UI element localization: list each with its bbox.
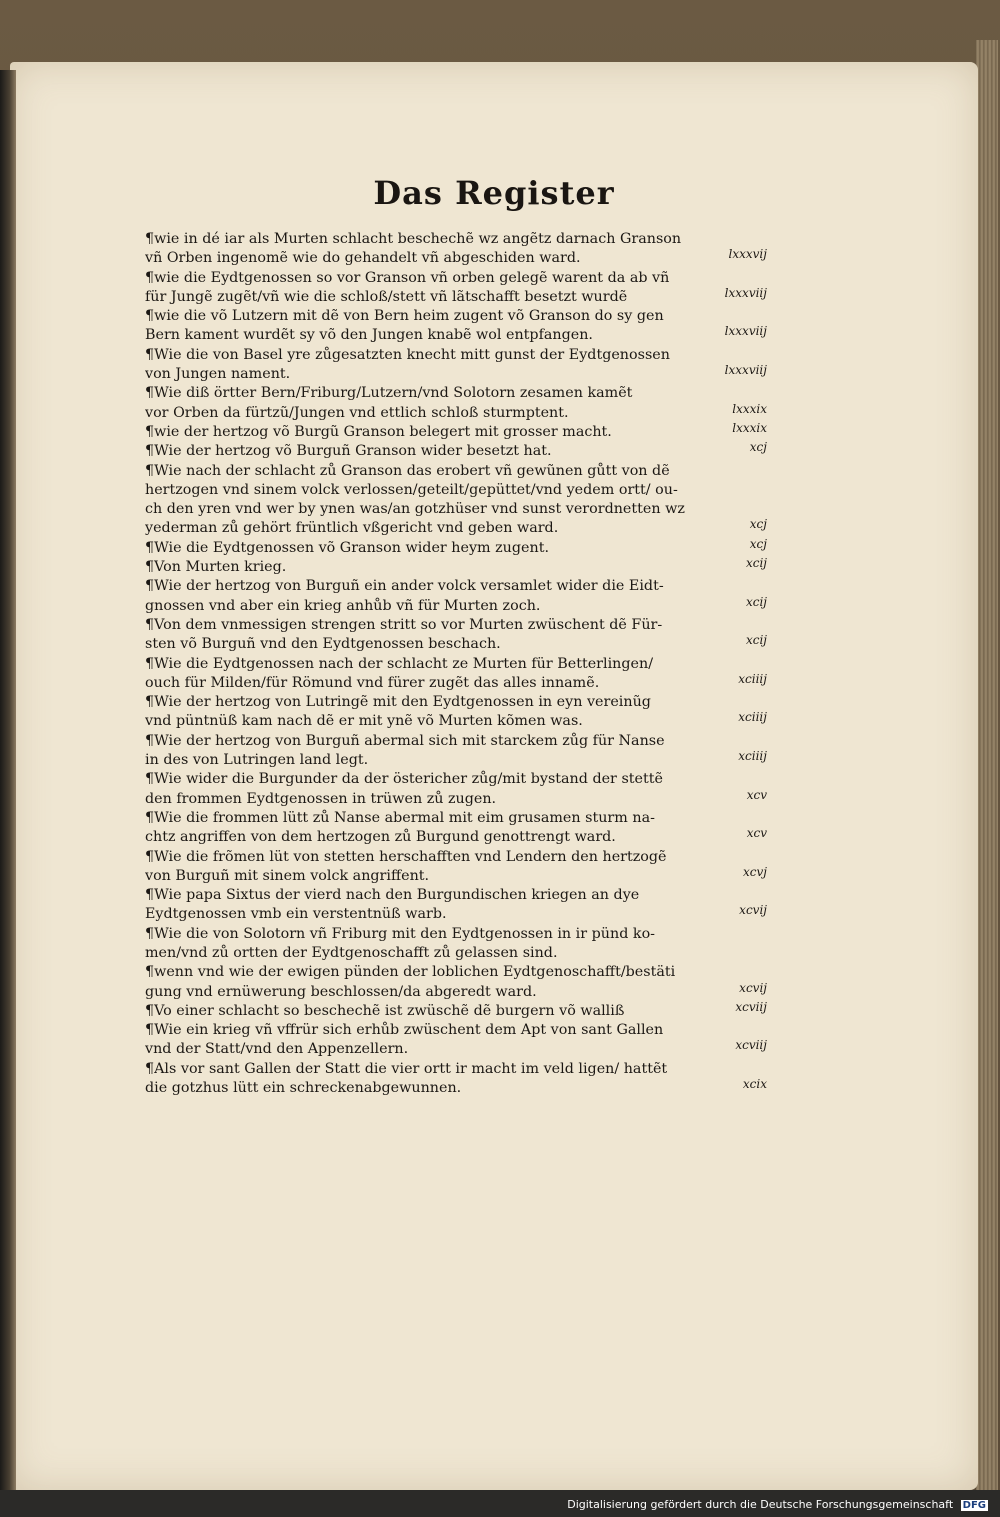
- register-entries: [145, 230, 775, 1098]
- register-entry-line: [145, 423, 775, 442]
- entry-text: chtz angriffen von dem hertzogen zů Burgund genottrengt ward.: [145, 829, 616, 846]
- register-entry-line: [145, 848, 775, 867]
- register-entry-line: [145, 269, 775, 288]
- digitization-credit: [567, 1498, 988, 1511]
- register-entry-line: [145, 1040, 775, 1059]
- entry-text: ¶wie der hertzog võ Burgũ Granson belegert mit grosser macht.: [145, 423, 612, 440]
- entry-folio-number: xcvij: [739, 905, 767, 918]
- entry-folio-number: lxxxviij: [724, 326, 767, 339]
- entry-folio-number: xciiij: [738, 673, 767, 686]
- register-entry-line: [145, 500, 775, 519]
- register-entry-line: [145, 674, 775, 693]
- register-entry-line: [145, 1021, 775, 1040]
- entry-text: ¶wie die Eydtgenossen so vor Granson vñ orben gelegẽ warent da ab vñ: [145, 269, 670, 286]
- entry-folio-number: xcj: [749, 538, 767, 551]
- entry-text: ¶Wie nach der schlacht zů Granson das erobert vñ gewũnen gůtt von dẽ: [145, 462, 670, 479]
- register-entry-line: [145, 442, 775, 461]
- entry-text: hertzogen vnd sinem volck verlossen/geteilt/gepüttet/vnd yedem ortt/ ou-: [145, 481, 678, 498]
- register-entry-line: [145, 539, 775, 558]
- register-entry-line: [145, 307, 775, 326]
- entry-text: ¶Von Murten krieg.: [145, 559, 287, 576]
- entry-folio-number: xcix: [742, 1079, 767, 1092]
- register-entry-line: [145, 326, 775, 345]
- entry-text: ¶Wie die von Solotorn vñ Friburg mit den Eydtgenossen in ir pünd ko-: [145, 925, 656, 942]
- register-entry-line: [145, 1079, 775, 1098]
- register-entry-line: [145, 384, 775, 403]
- entry-folio-number: xcij: [745, 596, 767, 609]
- register-entry-line: [145, 249, 775, 268]
- entry-folio-number: xcj: [749, 519, 767, 532]
- register-entry-line: [145, 809, 775, 828]
- register-entry-line: [145, 828, 775, 847]
- entry-text: ch den yren vnd wer by ynen was/an gotzhüser vnd sunst verordnetten wz: [145, 501, 685, 518]
- entry-folio-number: xciiij: [738, 712, 767, 725]
- left-page-edge: [0, 70, 16, 1490]
- page-title: Das Register: [373, 174, 615, 212]
- register-entry-line: [145, 519, 775, 538]
- entry-text: ¶Wie diß örtter Bern/Friburg/Lutzern/vnd Solotorn zesamen kamẽt: [145, 385, 633, 402]
- entry-folio-number: xcv: [746, 789, 767, 802]
- entry-text: ¶Wie wider die Burgunder da der östericher zůg/mit bystand der stettẽ: [145, 771, 663, 788]
- entry-folio-number: lxxxviij: [724, 287, 767, 300]
- entry-text: vñ Orben ingenomẽ wie do gehandelt vñ abgeschiden ward.: [145, 250, 581, 267]
- register-entry-line: [145, 288, 775, 307]
- entry-text: ¶Vo einer schlacht so beschechẽ ist zwüschẽ dẽ burgern võ walliß: [145, 1002, 625, 1019]
- entry-text: ¶wie in dé iar als Murten schlacht beschechẽ wz angẽtz darnach Granson: [145, 231, 682, 247]
- entry-text: gung vnd ernüwerung beschlossen/da abgeredt ward.: [145, 983, 537, 1000]
- register-entry-line: [145, 944, 775, 963]
- entry-text: ouch für Milden/für Römund vnd fürer zugẽt das alles innamẽ.: [145, 674, 600, 691]
- dfg-logo: DFG: [962, 1500, 986, 1511]
- register-entry-line: [145, 577, 775, 596]
- entry-folio-number: xcvj: [743, 866, 767, 879]
- entry-text: ¶Als vor sant Gallen der Statt die vier ortt ir macht im veld ligen/ hattẽt: [145, 1060, 668, 1077]
- register-entry-line: [145, 616, 775, 635]
- entry-folio-number: xcv: [746, 828, 767, 841]
- entry-folio-number: xcij: [745, 558, 767, 571]
- entry-text: ¶Wie der hertzog von Lutringẽ mit den Eydtgenossen in eyn vereinũg: [145, 694, 651, 711]
- entry-text: die gotzhus lütt ein schreckenabgewunnen.: [145, 1080, 462, 1097]
- register-entry-line: [145, 751, 775, 770]
- register-entry-line: [145, 770, 775, 789]
- entry-text: ¶Wie die Eydtgenossen nach der schlacht ze Murten für Betterlingen/: [145, 655, 654, 672]
- entry-text: sten võ Burguñ vnd den Eydtgenossen beschach.: [145, 636, 501, 653]
- entry-folio-number: xcviij: [735, 1040, 767, 1053]
- entry-text: Bern kament wurdẽt sy võ den Jungen knabẽ wol entpfangen.: [145, 327, 593, 344]
- register-entry-line: [145, 655, 775, 674]
- entry-text: vnd püntnüß kam nach dẽ er mit ynẽ võ Murten kõmen was.: [145, 713, 583, 730]
- entry-text: ¶Wie der hertzog von Burguñ abermal sich mit starckem zůg für Nanse: [145, 732, 665, 749]
- register-entry-line: [145, 983, 775, 1002]
- entry-text: ¶Von dem vnmessigen strengen stritt so vor Murten zwüschent dẽ Für-: [145, 616, 663, 633]
- register-entry-line: [145, 346, 775, 365]
- entry-text: yederman zů gehört früntlich vßgericht vnd geben ward.: [145, 520, 559, 537]
- entry-folio-number: xcij: [745, 635, 767, 648]
- entry-folio-number: lxxxviij: [724, 365, 767, 378]
- entry-folio-number: xcvij: [739, 982, 767, 995]
- entry-text: gnossen vnd aber ein krieg anhůb vñ für Murten zoch.: [145, 597, 541, 614]
- register-entry-line: [145, 597, 775, 616]
- entry-text: von Burguñ mit sinem volck angriffent.: [145, 867, 430, 884]
- register-entry-line: [145, 230, 775, 249]
- register-entry-line: [145, 790, 775, 809]
- entry-folio-number: xcj: [749, 442, 767, 455]
- register-entry-line: [145, 886, 775, 905]
- entry-text: ¶Wie die frommen lütt zů Nanse abermal mit eim grusamen sturm na-: [145, 809, 655, 826]
- entry-text: ¶Wie die Eydtgenossen võ Granson wider heym zugent.: [145, 539, 549, 556]
- entry-text: ¶wenn vnd wie der ewigen pünden der loblichen Eydtgenoschafft/bestäti: [145, 964, 676, 981]
- entry-text: den frommen Eydtgenossen in trüwen zů zugen.: [145, 790, 497, 807]
- register-entry-line: [145, 925, 775, 944]
- entry-text: ¶Wie die frõmen lüt von stetten herschafften vnd Lendern den hertzogẽ: [145, 848, 667, 865]
- register-entry-line: [145, 558, 775, 577]
- register-entry-line: [145, 905, 775, 924]
- entry-text: ¶Wie der hertzog võ Burguñ Granson wider besetzt hat.: [145, 443, 552, 460]
- entry-text: men/vnd zů ortten der Eydtgenoschafft zů gelassen sind.: [145, 944, 558, 961]
- entry-text: ¶Wie die von Basel yre zůgesatzten knecht mitt gunst der Eydtgenossen: [145, 346, 670, 363]
- entry-folio-number: lxxxvij: [728, 249, 767, 262]
- register-entry-line: [145, 635, 775, 654]
- register-entry-line: [145, 963, 775, 982]
- register-entry-line: [145, 404, 775, 423]
- credit-text: Digitalisierung gefördert durch die Deutsche Forschungsgemeinschaft: [567, 1498, 954, 1511]
- register-entry-line: [145, 365, 775, 384]
- register-entry-line: [145, 867, 775, 886]
- register-entry-line: [145, 712, 775, 731]
- register-entry-line: [145, 462, 775, 481]
- entry-text: ¶wie die võ Lutzern mit dẽ von Bern heim zugent võ Granson do sy gen: [145, 308, 664, 325]
- entry-text: von Jungen nament.: [145, 366, 291, 383]
- entry-text: vor Orben da fürtzũ/Jungen vnd ettlich schloß sturmptent.: [145, 404, 569, 421]
- entry-text: vnd der Statt/vnd den Appenzellern.: [145, 1041, 409, 1058]
- entry-folio-number: lxxxix: [732, 422, 767, 435]
- entry-text: in des von Lutringen land legt.: [145, 752, 369, 769]
- entry-text: ¶Wie papa Sixtus der vierd nach den Burgundischen kriegen an dye: [145, 887, 640, 904]
- entry-folio-number: xciiij: [738, 751, 767, 764]
- register-entry-line: [145, 481, 775, 500]
- register-entry-line: [145, 1002, 775, 1021]
- entry-text: Eydtgenossen vmb ein verstentnüß warb.: [145, 906, 447, 923]
- entry-text: für Jungẽ zugẽt/vñ wie die schloß/stett vñ lãtschafft besetzt wurdẽ: [145, 288, 628, 305]
- page-stack-edge: [976, 40, 998, 1490]
- register-entry-line: [145, 732, 775, 751]
- register-entry-line: [145, 1060, 775, 1079]
- entry-folio-number: lxxxix: [732, 403, 767, 416]
- entry-text: ¶Wie der hertzog von Burguñ ein ander volck versamlet wider die Eidt-: [145, 578, 664, 595]
- register-entry-line: [145, 693, 775, 712]
- book-page: [10, 62, 978, 1490]
- entry-folio-number: xcviij: [735, 1001, 767, 1014]
- entry-text: ¶Wie ein krieg vñ vffrür sich erhůb zwüschent dem Apt von sant Gallen: [145, 1022, 664, 1039]
